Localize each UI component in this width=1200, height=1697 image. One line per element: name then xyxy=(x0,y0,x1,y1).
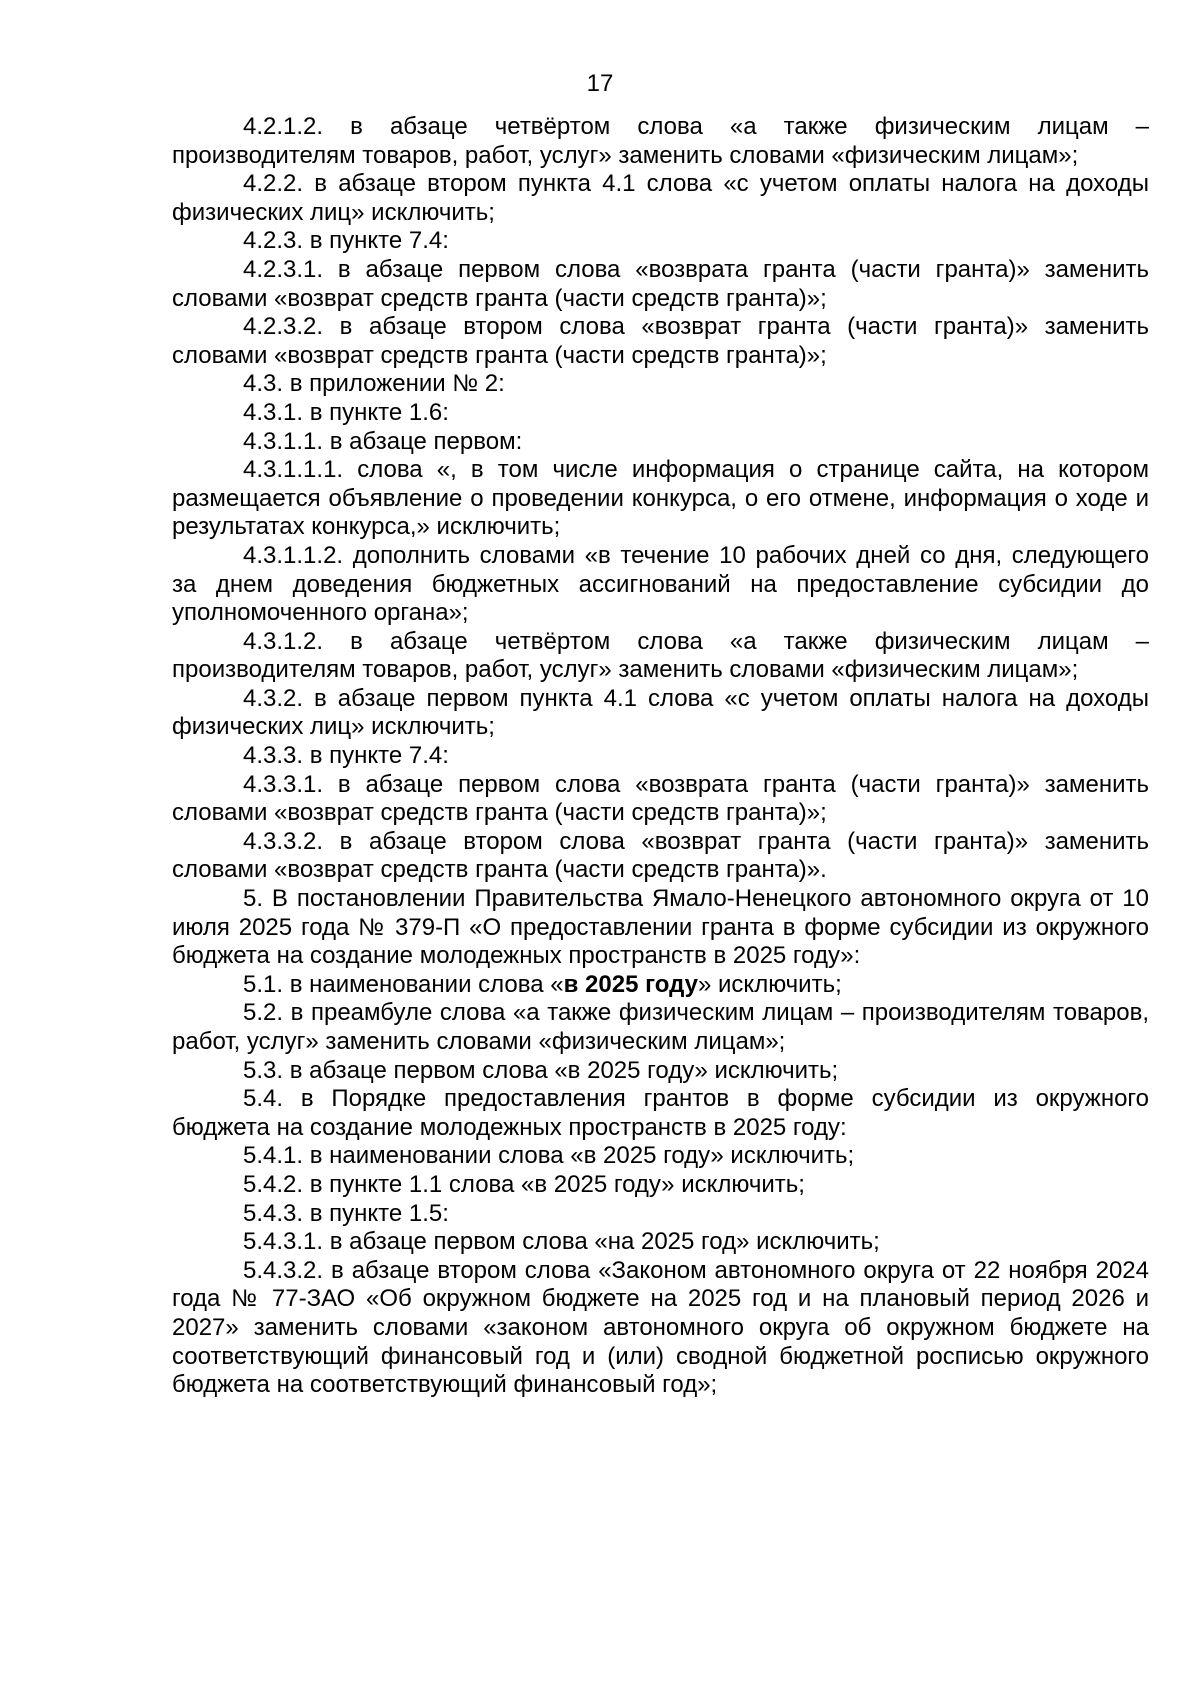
paragraph-4-3: 4.3. в приложении № 2: xyxy=(243,370,505,398)
paragraph-5-1-before: 5.1. в наименовании слова « xyxy=(243,970,564,998)
page-number: 17 xyxy=(586,70,614,97)
paragraph-5-4-3-1: 5.4.3.1. в абзаце первом слова «на 2025 год» исключить; xyxy=(243,1228,880,1256)
paragraph-4-2-3-2: 4.2.3.2. в абзаце втором слова «возврат гранта (части гранта)» заменить словами «возврат средств гранта (части средств гранта)»; xyxy=(172,313,1149,369)
paragraph-4-3-1-1: 4.3.1.1. в абзаце первом: xyxy=(243,427,523,455)
document-body xyxy=(172,113,1149,1400)
paragraph-4-3-3: 4.3.3. в пункте 7.4: xyxy=(243,742,449,770)
paragraph-5: 5. В постановлении Правительства Ямало-Ненецкого автономного округа от 10 июля 2025 года № 379-П «О предоставлении гранта в форме субсидии из окружного бюджета на создание молодежных пространств в 2025 году»: xyxy=(172,885,1149,970)
paragraph-4-3-1-1-2: 4.3.1.1.2. дополнить словами «в течение 10 рабочих дней со дня, следующего за днем доведения бюджетных ассигнований на предоставление субсидии до уполномоченного органа»; xyxy=(172,541,1149,627)
paragraph-4-2-2: 4.2.2. в абзаце втором пункта 4.1 слова «с учетом оплаты налога на доходы физических лиц» исключить; xyxy=(172,170,1149,226)
paragraph-5-1-after: » исключить; xyxy=(698,970,842,998)
paragraph-5-2: 5.2. в преамбуле слова «а также физическим лицам – производителям товаров, работ, услуг» заменить словами «физическим лицам»; xyxy=(172,999,1149,1055)
paragraph-4-3-3-2: 4.3.3.2. в абзаце втором слова «возврат гранта (части гранта)» заменить словами «возврат средств гранта (части средств гранта)». xyxy=(172,827,1149,884)
paragraph-4-3-2: 4.3.2. в абзаце первом пункта 4.1 слова «с учетом оплаты налога на доходы физических лиц» исключить; xyxy=(172,684,1149,741)
paragraph-5-1-bold: в 2025 году xyxy=(563,970,698,998)
paragraph-4-2-1-2: 4.2.1.2. в абзаце четвёртом слова «а также физическим лицам – производителям товаров, работ, услуг» заменить словами «физическим лицам»; xyxy=(172,113,1149,169)
paragraph-5-4-3-2: 5.4.3.2. в абзаце втором слова «Законом автономного округа от 22 ноября 2024 года № 77-ЗАО «Об окружном бюджете на 2025 год и на плановый период 2026 и 2027» заменить словами «законом автономного округа об окружном бюджете на соответствующий финансовый год и (или) сводной бюджетной росписью окружного бюджета на соответствующий финансовый год»; xyxy=(172,1256,1149,1399)
paragraph-4-2-3: 4.2.3. в пункте 7.4: xyxy=(243,227,449,255)
paragraph-5-4-1: 5.4.1. в наименовании слова «в 2025 году» исключить; xyxy=(243,1142,855,1170)
paragraph-5-4-2: 5.4.2. в пункте 1.1 слова «в 2025 году» исключить; xyxy=(243,1170,805,1198)
paragraph-5-4: 5.4. в Порядке предоставления грантов в форме субсидии из окружного бюджета на создание молодежных пространств в 2025 году: xyxy=(172,1085,1149,1141)
paragraph-4-2-3-1: 4.2.3.1. в абзаце первом слова «возврата гранта (части гранта)» заменить словами «возврат средств гранта (части средств гранта)»; xyxy=(172,255,1149,312)
paragraph-4-3-1-2: 4.3.1.2. в абзаце четвёртом слова «а также физическим лицам – производителям товаров, работ, услуг» заменить словами «физическим лицам»; xyxy=(172,627,1149,684)
paragraph-4-3-3-1: 4.3.3.1. в абзаце первом слова «возврата гранта (части гранта)» заменить словами «возврат средств гранта (части средств гранта)»; xyxy=(172,770,1149,827)
paragraph-5-1 xyxy=(172,971,1149,1000)
paragraph-5-4-3: 5.4.3. в пункте 1.5: xyxy=(243,1199,449,1227)
paragraph-4-3-1-1-1: 4.3.1.1.1. слова «, в том числе информация о странице сайта, на котором размещается объявление о проведении конкурса, о его отмене, информация о ходе и результатах конкурса,» исключить; xyxy=(172,456,1149,541)
paragraph-4-3-1: 4.3.1. в пункте 1.6: xyxy=(243,398,449,426)
paragraph-5-3: 5.3. в абзаце первом слова «в 2025 году» исключить; xyxy=(243,1056,839,1084)
